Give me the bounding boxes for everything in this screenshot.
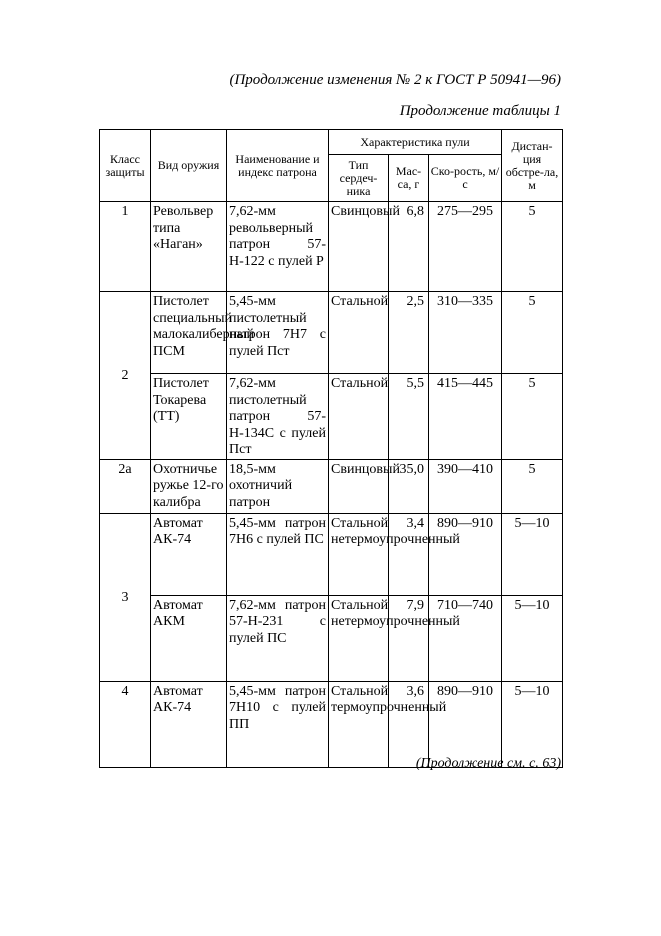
cell-cartridge: 18,5-мм охотничий патрон [227, 459, 329, 513]
table-row [100, 202, 563, 292]
col-header-speed: Ско-рость, м/с [429, 155, 502, 202]
cell-core: Стальной термоупрочненный [329, 681, 389, 767]
col-header-weapon: Вид оружия [151, 130, 227, 202]
cell-mass: 2,5 [389, 292, 429, 374]
table-row [100, 681, 563, 767]
cell-speed: 415—445 [429, 374, 502, 460]
cell-distance: 5 [502, 459, 563, 513]
cell-cartridge: 5,45-мм пистолетный патрон 7Н7 с пулей Пст [227, 292, 329, 374]
cell-speed: 890—910 [429, 681, 502, 767]
cell-cartridge: 5,45-мм патрон 7Н6 с пулей ПС [227, 513, 329, 595]
table-body [100, 202, 563, 768]
cell-cartridge: 7,62-мм револьверный патрон 57-Н-122 с пулей Р [227, 202, 329, 292]
cell-core: Свинцовый [329, 202, 389, 292]
table-row [100, 292, 563, 374]
cell-distance: 5—10 [502, 681, 563, 767]
cell-core: Стальной [329, 292, 389, 374]
cell-core: Стальной нетермоупрочненный [329, 513, 389, 595]
document-header: (Продолжение изменения № 2 к ГОСТ Р 50941—96) [229, 72, 561, 88]
cell-distance: 5—10 [502, 513, 563, 595]
cell-distance: 5—10 [502, 595, 563, 681]
cell-mass: 6,8 [389, 202, 429, 292]
cell-weapon: Автомат АКМ [151, 595, 227, 681]
cell-core: Стальной [329, 374, 389, 460]
table-continuation-title: Продолжение таблицы 1 [399, 103, 561, 119]
cell-mass: 35,0 [389, 459, 429, 513]
cell-core: Свинцовый [329, 459, 389, 513]
col-header-core: Тип сердеч-ника [329, 155, 389, 202]
cell-mass: 3,4 [389, 513, 429, 595]
cell-cartridge: 7,62-мм пистолетный патрон 57-Н-134С с пулей Пст [227, 374, 329, 460]
protection-class-table [99, 129, 563, 768]
cell-class: 1 [100, 202, 151, 292]
cell-weapon: Пистолет Токарева (ТТ) [151, 374, 227, 460]
table-row [100, 595, 563, 681]
cell-weapon: Охотничье ружье 12-го калибра [151, 459, 227, 513]
table-row [100, 459, 563, 513]
cell-speed: 310—335 [429, 292, 502, 374]
cell-class: 3 [100, 513, 151, 681]
cell-speed: 390—410 [429, 459, 502, 513]
cell-weapon: Автомат АК-74 [151, 513, 227, 595]
col-header-bullet-group: Характеристика пули [329, 130, 502, 155]
cell-distance: 5 [502, 374, 563, 460]
cell-mass: 7,9 [389, 595, 429, 681]
cell-speed: 710—740 [429, 595, 502, 681]
cell-speed: 275—295 [429, 202, 502, 292]
table-row [100, 513, 563, 595]
cell-mass: 5,5 [389, 374, 429, 460]
cell-distance: 5 [502, 202, 563, 292]
cell-mass: 3,6 [389, 681, 429, 767]
cell-class: 2а [100, 459, 151, 513]
col-header-distance: Дистан-ция обстре-ла, м [502, 130, 563, 202]
col-header-class: Класс защиты [100, 130, 151, 202]
cell-class: 4 [100, 681, 151, 767]
page-footer: (Продолжение см. с. 63) [415, 756, 561, 771]
cell-weapon: Автомат АК-74 [151, 681, 227, 767]
cell-class: 2 [100, 292, 151, 460]
cell-speed: 890—910 [429, 513, 502, 595]
col-header-cartridge: Наименование и индекс патрона [227, 130, 329, 202]
cell-weapon: Револьвер типа «Наган» [151, 202, 227, 292]
table-row [100, 374, 563, 460]
cell-cartridge: 7,62-мм патрон 57-Н-231 с пулей ПС [227, 595, 329, 681]
cell-cartridge: 5,45-мм патрон 7Н10 с пулей ПП [227, 681, 329, 767]
cell-distance: 5 [502, 292, 563, 374]
col-header-mass: Мас-са, г [389, 155, 429, 202]
cell-core: Стальной нетермоупрочненный [329, 595, 389, 681]
cell-weapon: Пистолет специальный малокалиберный ПСМ [151, 292, 227, 374]
